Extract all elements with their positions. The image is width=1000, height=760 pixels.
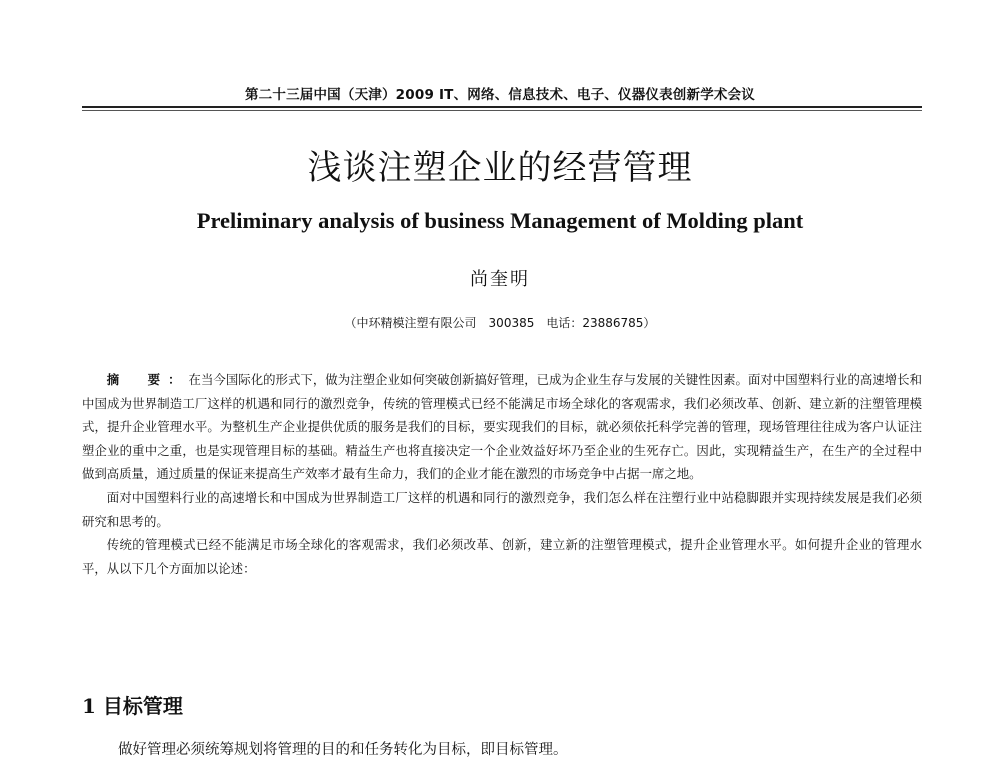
abstract-label: 摘 要：: [106, 372, 189, 387]
author-name: 尚奎明: [470, 269, 530, 290]
author-affiliation: （中环精模注塑有限公司 300385 电话：23886785）: [344, 316, 656, 330]
abstract-body: [82, 368, 922, 580]
header-rule: [82, 106, 922, 108]
paper-title-chinese: 浅谈注塑企业的经营管理: [307, 148, 693, 188]
section-1-paragraph: 做好管理必须统筹规划将管理的目的和任务转化为目标，即目标管理。: [118, 742, 568, 758]
header-rule-thin: [82, 110, 922, 111]
paper-title-english: Preliminary analysis of business Management of Molding plant: [196, 208, 804, 233]
section-heading-1: 1 目标管理: [82, 694, 183, 718]
abstract-paragraph: [82, 368, 922, 486]
body-paragraph-2: 传统的管理模式已经不能满足市场全球化的客观需求，我们必须改革、创新，建立新的注塑管理模式，提升企业管理水平。如何提升企业的管理水平，从以下几个方面加以论述：: [82, 537, 922, 576]
abstract-text: 在当今国际化的形式下，做为注塑企业如何突破创新搞好管理，已成为企业生存与发展的关键性因素。面对中国塑料行业的高速增长和中国成为世界制造工厂这样的机遇和同行的激烈竞争，传统的管理模式已经不能满足市场全球化的客观需求，我们必须改革、创新、建立新的注塑管理模式，提升企业管理水平。为整机生产企业提供优质的服务是我们的目标，要实现我们的目标，就必须依托科学完善的管理，现场管理往往成为客户认证注塑企业的重中之重，也是实现管理目标的基础。精益生产也将直接决定一个企业效益好坏乃至企业的生死存亡。因此，实现精益生产，在生产的全过程中做到高质量，通过质量的保证来提高生产效率才最有生命力，我们的企业才能在激烈的市场竞争中占据一席之地。: [82, 372, 923, 482]
conference-header: 第二十三届中国（天津）2009 IT、网络、信息技术、电子、仪器仪表创新学术会议: [244, 87, 755, 103]
body-paragraph-1: 面对中国塑料行业的高速增长和中国成为世界制造工厂这样的机遇和同行的激烈竞争，我们怎么样在注塑行业中站稳脚跟并实现持续发展是我们必须研究和思考的。: [82, 489, 922, 529]
